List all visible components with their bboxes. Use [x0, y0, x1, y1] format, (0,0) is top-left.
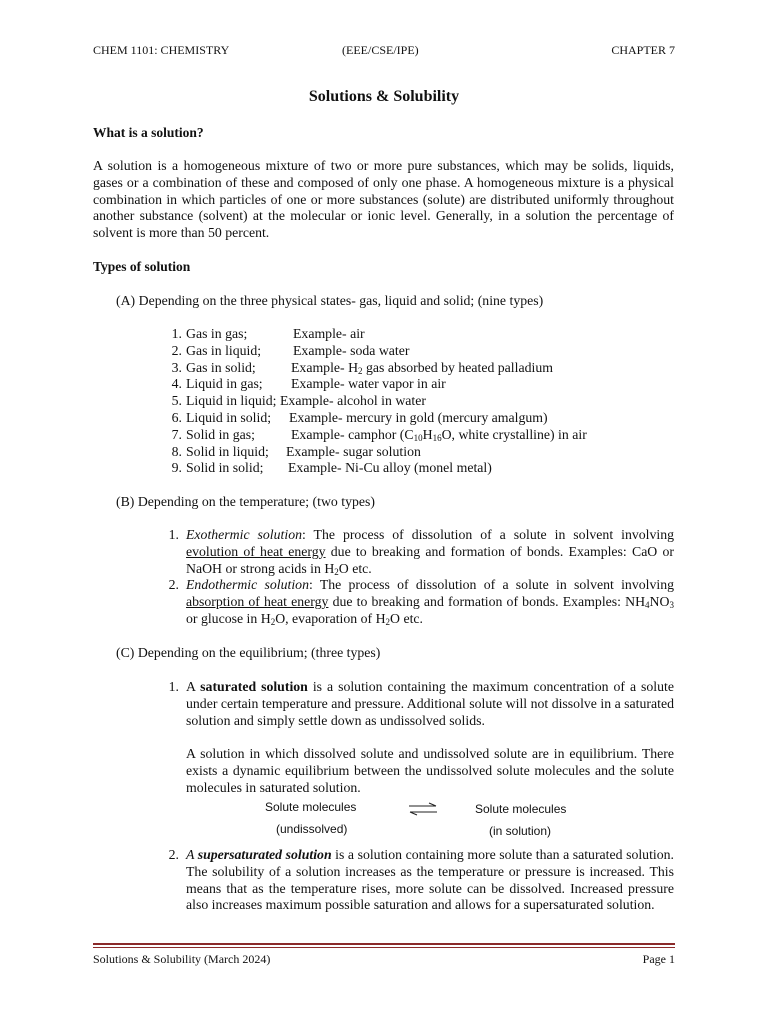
list-number: 2.: [168, 847, 179, 862]
list-item: [162, 326, 674, 343]
footer-title: Solutions & Solubility (March 2024): [93, 952, 271, 966]
list-number: 1.: [168, 679, 179, 694]
type-example: Example- mercury in gold (mercury amalgum): [289, 409, 548, 425]
list-number: 6.: [171, 409, 182, 425]
header-chapter: CHAPTER 7: [611, 43, 675, 57]
type-label: Liquid in liquid;: [186, 393, 277, 409]
physical-states-list: [162, 326, 674, 477]
page-footer: [93, 952, 675, 968]
page-number: Page 1: [642, 952, 675, 966]
list-number: 2.: [168, 577, 179, 593]
term-exothermic: Exothermic solution: [186, 527, 303, 542]
footer-rule: [93, 943, 675, 945]
heading-what-is-solution: What is a solution?: [93, 125, 204, 140]
list-item: [162, 376, 674, 393]
list-item: [162, 460, 674, 477]
list-number: 9.: [171, 460, 182, 476]
type-example: Example- camphor ($C_{10}H_{16}O$, white crystalline) in air: [291, 426, 587, 443]
type-example: Example- alcohol in water: [280, 393, 426, 409]
type-label: Solid in gas;: [186, 426, 255, 442]
section-a-title: (A) Depending on the three physical states- gas, liquid and solid; (nine types): [116, 293, 544, 308]
term-saturated-solution: saturated solution: [200, 679, 308, 694]
type-label: Liquid in gas;: [186, 376, 263, 392]
type-label: Solid in solid;: [186, 460, 264, 476]
list-number: 1.: [168, 527, 179, 542]
underlined-phrase: absorption of heat energy: [186, 594, 329, 610]
term-supersaturated-solution: supersaturated solution: [197, 847, 332, 862]
list-item: 1. Exothermic solution: The process of dissolution of a solute in solvent involving evolution of heat energy due to breaking and formation of bonds. Examples: CaO or NaOH or strong acids in $H_2O$ etc.: [162, 527, 674, 577]
equilibrium-paragraph: A solution in which dissolved solute and undissolved solute are in equilibrium. There exists a dynamic equilibrium between the undissolved solute molecules and the solute molecules in saturated solution.: [186, 746, 674, 795]
list-number: 8.: [171, 443, 182, 459]
type-example: Example- sugar solution: [286, 443, 421, 459]
type-example: Example- Ni-Cu alloy (monel metal): [288, 460, 492, 476]
list-number: 2.: [171, 342, 182, 358]
term-endothermic: Endothermic solution: [186, 577, 309, 593]
list-number: 1.: [171, 326, 182, 341]
equation-left-bottom: (undissolved): [276, 822, 348, 836]
type-example: Example- water vapor in air: [291, 376, 446, 392]
list-item: 2. A supersaturated solution is a solution containing more solute than a saturated solution. The solubility of a solution increases as the temperature or pressure is increased. This means that as the temperature rises, more solute can be dissolved. Increased pressure also increases maximum possible saturation and allows for a supersaturated solution.: [162, 847, 674, 914]
section-b-title: (B) Depending on the temperature; (two types): [116, 494, 375, 509]
page-header: [93, 43, 675, 59]
list-item: [162, 393, 674, 410]
type-example: Example- air: [293, 326, 365, 341]
list-item: [162, 360, 674, 377]
type-label: Liquid in solid;: [186, 409, 272, 425]
equilibrium-list-2: [162, 847, 674, 914]
list-number: 7.: [171, 426, 182, 442]
list-item: 1. A saturated solution is a solution containing the maximum concentration of a solute under certain temperature and pressure. Additional solute will not dissolve in a saturated solution and simply settle down as undissolved solids.: [162, 679, 674, 729]
type-label: Gas in solid;: [186, 359, 256, 375]
footer-rule-thin: [93, 947, 675, 948]
type-label: Solid in liquid;: [186, 443, 269, 459]
equilibrium-arrows-icon: [408, 802, 438, 816]
list-number: 5.: [171, 393, 182, 409]
type-label: Gas in gas;: [186, 326, 248, 341]
header-course: CHEM 1101: CHEMISTRY: [93, 43, 230, 57]
list-item: 2. Endothermic solution: The process of dissolution of a solute in solvent involving absorption of heat energy due to breaking and formation of bonds. Examples: $NH_4NO_3$ or glucose in $H_2O$, evaporation of $H_2O$ etc.: [162, 577, 674, 627]
heading-types-of-solution: Types of solution: [93, 259, 191, 274]
list-item: [162, 427, 674, 444]
type-example: Example- $H_2$ gas absorbed by heated palladium: [291, 359, 553, 376]
underlined-phrase: evolution of heat energy: [186, 543, 326, 559]
list-item: [162, 444, 674, 461]
header-departments: (EEE/CSE/IPE): [342, 43, 419, 57]
type-label: Gas in liquid;: [186, 342, 262, 358]
section-c-title: (C) Depending on the equilibrium; (three types): [116, 645, 381, 660]
list-item: [162, 343, 674, 360]
list-item: [162, 410, 674, 427]
temperature-types-list: [162, 527, 674, 628]
equation-right-bottom: (in solution): [489, 824, 552, 838]
list-number: 3.: [171, 359, 182, 375]
equation-left-top: Solute molecules: [265, 800, 357, 814]
equation-right-top: Solute molecules: [475, 802, 567, 816]
list-number: 4.: [171, 376, 182, 392]
type-example: Example- soda water: [293, 342, 410, 358]
page-title: Solutions & Solubility: [308, 88, 460, 105]
equilibrium-list-1: [162, 679, 674, 729]
definition-paragraph: A solution is a homogeneous mixture of two or more pure substances, which may be solids, liquids, gases or a combination of these and composed of only one phase. A homogeneous mixture is a physical combination in which particles of one or more substances (solute) are distributed uniformly throughout another substance (solvent) at the molecular or ionic level. Generally, in a solution the percentage of solvent is more than 50 percent.: [93, 158, 674, 241]
